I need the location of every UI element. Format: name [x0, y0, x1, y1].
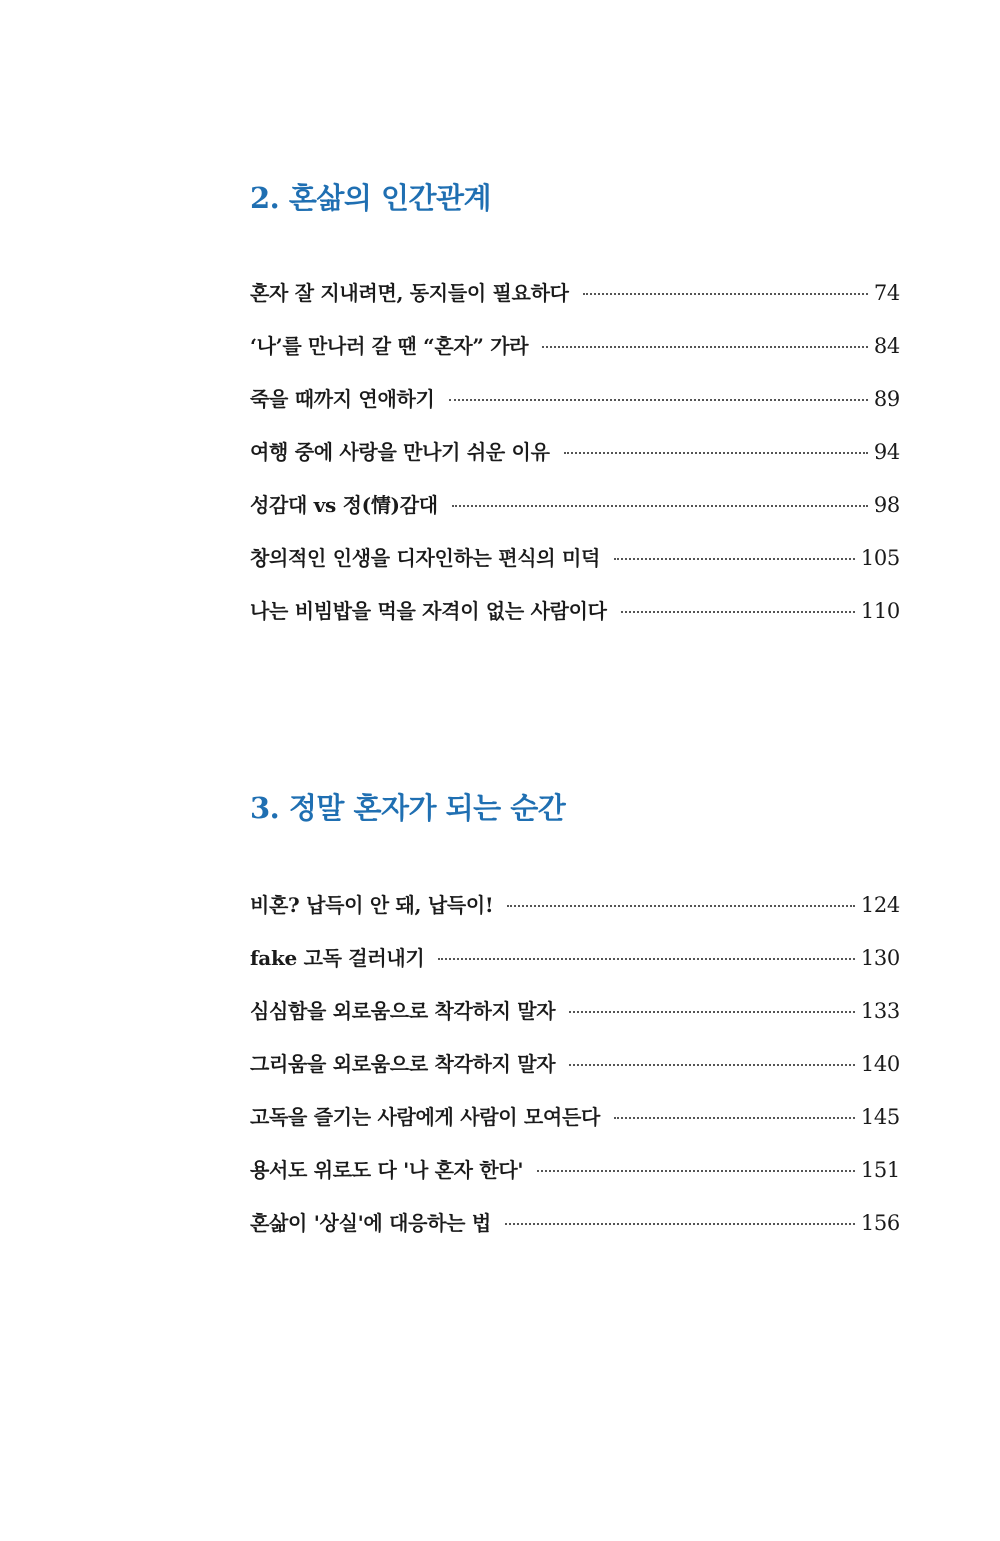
- toc-entry-title: 나는 비빔밥을 먹을 자격이 없는 사람이다: [250, 599, 607, 623]
- toc-entry[interactable]: [250, 1210, 900, 1263]
- toc-entry-page: 110: [860, 599, 900, 623]
- toc-entry-title: 그리움을 외로움으로 착각하지 말자: [250, 1052, 556, 1076]
- toc-entry-title: 심심함을 외로움으로 착각하지 말자: [250, 999, 556, 1023]
- toc-entry-title: 비혼? 납득이 안 돼, 납득이!: [250, 893, 494, 917]
- toc-entry-page: 74: [873, 281, 900, 305]
- dot-leader: [505, 1223, 855, 1225]
- toc-entry-page: 94: [873, 440, 900, 464]
- toc-entry-page: 84: [873, 334, 900, 358]
- dot-leader: [583, 293, 868, 295]
- toc-entry[interactable]: [250, 439, 900, 492]
- toc-entry-page: 105: [860, 546, 900, 570]
- dot-leader: [452, 505, 868, 507]
- toc-entry[interactable]: [250, 892, 900, 945]
- toc-entry[interactable]: [250, 545, 900, 598]
- toc-entry-page: 133: [860, 999, 900, 1023]
- toc-list: [250, 892, 900, 1263]
- toc-entry[interactable]: [250, 945, 900, 998]
- toc-list: [250, 280, 900, 651]
- toc-entry[interactable]: [250, 1157, 900, 1210]
- toc-entry[interactable]: [250, 386, 900, 439]
- dot-leader: [438, 958, 854, 960]
- dot-leader: [564, 452, 868, 454]
- toc-entry-page: 140: [860, 1052, 900, 1076]
- toc-section: [250, 178, 900, 623]
- toc-entry-page: 124: [860, 893, 900, 917]
- dot-leader: [569, 1064, 855, 1066]
- toc-entry-title: 고독을 즐기는 사람에게 사람이 모여든다: [250, 1105, 600, 1129]
- dot-leader: [614, 1117, 855, 1119]
- toc-entry-page: 98: [873, 493, 900, 517]
- dot-leader: [537, 1170, 855, 1172]
- toc-entry[interactable]: [250, 1051, 900, 1104]
- toc-entry-title: ‘나’를 만나러 갈 땐 “혼자” 가라: [250, 334, 529, 358]
- dot-leader: [614, 558, 855, 560]
- toc-entry[interactable]: [250, 333, 900, 386]
- toc-entry-title: 혼삶이 '상실'에 대응하는 법: [250, 1211, 491, 1235]
- toc-entry-page: 89: [873, 387, 900, 411]
- toc-entry[interactable]: [250, 280, 900, 333]
- toc-entry-title: 성감대 vs 정(情)감대: [250, 493, 438, 517]
- toc-entry-title: 창의적인 인생을 디자인하는 편식의 미덕: [250, 546, 600, 570]
- dot-leader: [621, 611, 855, 613]
- toc-entry-title: fake 고독 걸러내기: [250, 946, 425, 970]
- toc-entry[interactable]: [250, 1104, 900, 1157]
- toc-entry-page: 151: [860, 1158, 900, 1182]
- toc-entry-page: 156: [860, 1211, 900, 1235]
- dot-leader: [542, 346, 868, 348]
- toc-entry-title: 용서도 위로도 다 '나 혼자 한다': [250, 1158, 524, 1182]
- toc-entry[interactable]: [250, 998, 900, 1051]
- toc-entry-page: 145: [860, 1105, 900, 1129]
- toc-entry-page: 130: [860, 946, 900, 970]
- dot-leader: [507, 905, 854, 907]
- section-title: 2. 혼삶의 인간관계: [250, 181, 492, 215]
- toc-entry[interactable]: [250, 492, 900, 545]
- toc-entry-title: 여행 중에 사랑을 만나기 쉬운 이유: [250, 440, 550, 464]
- toc-entry-title: 혼자 잘 지내려면, 동지들이 필요하다: [250, 281, 569, 305]
- section-title: 3. 정말 혼자가 되는 순간: [250, 791, 566, 825]
- toc-entry-title: 죽을 때까지 연애하기: [250, 387, 435, 411]
- dot-leader: [569, 1011, 855, 1013]
- toc-section: [250, 788, 900, 1235]
- dot-leader: [449, 399, 868, 401]
- toc-entry[interactable]: [250, 598, 900, 651]
